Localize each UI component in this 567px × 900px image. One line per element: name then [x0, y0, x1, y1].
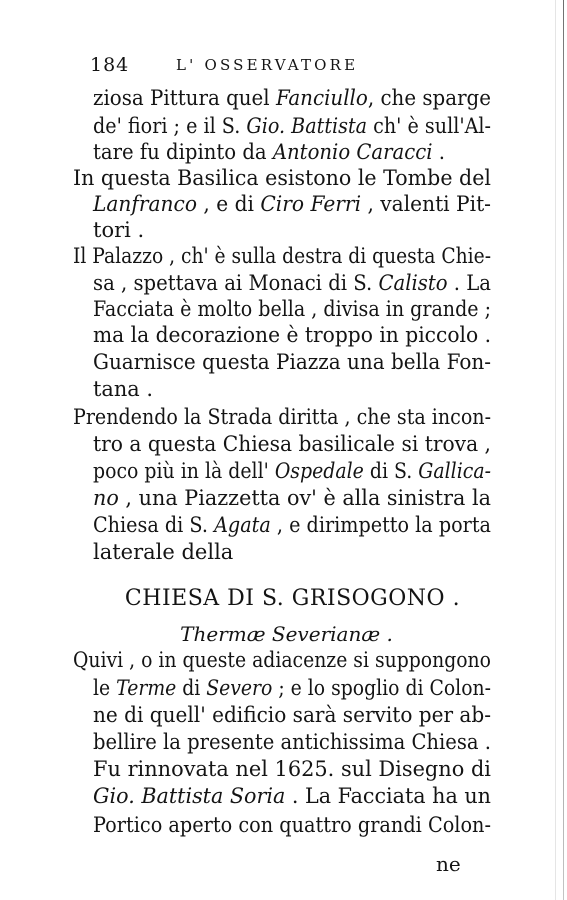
- italic-segment: Severo: [206, 676, 273, 700]
- italic-segment: Fanciullo: [275, 86, 368, 110]
- text-line: [93, 273, 519, 297]
- text-line: [93, 299, 532, 323]
- italic-segment: Terme: [116, 676, 177, 700]
- text-line: [93, 220, 144, 244]
- page-header: [90, 54, 470, 82]
- text-line: [93, 515, 529, 539]
- text-segment: sa , spettava ai Monaci di S.: [93, 271, 379, 295]
- text-segment: ch' è sull'Al-: [367, 114, 491, 138]
- text-line: [93, 815, 527, 839]
- text-line: [93, 116, 530, 140]
- text-line: [93, 379, 153, 403]
- text-segment: . La Facciata ha un: [285, 784, 492, 808]
- text-line: [93, 705, 510, 729]
- italic-segment: Antonio Caracci: [272, 140, 433, 164]
- page-number: 184: [90, 54, 130, 76]
- text-line: [93, 434, 507, 458]
- text-line: [73, 407, 534, 431]
- text-line: [93, 786, 497, 810]
- text-line: [93, 678, 537, 702]
- italic-segment: Gallica-: [418, 459, 492, 483]
- text-segment: Fu rinnovata nel 1625. sul Disegno di: [93, 757, 491, 781]
- italic-segment: Ciro Ferri: [260, 192, 362, 216]
- text-segment: , che sparge: [367, 86, 492, 110]
- text-segment: Chiesa di S.: [93, 513, 215, 537]
- section-subheading: Thermæ Severianæ .: [180, 622, 393, 646]
- text-line: [93, 325, 506, 349]
- catchword: ne: [436, 852, 461, 876]
- text-segment: , una Piazzetta ov' è alla sinistra la: [118, 486, 491, 510]
- text-segment: poco più in là dell': [93, 459, 275, 483]
- text-segment: . La: [447, 271, 492, 295]
- text-segment: ma la decorazione è troppo in piccolo .: [93, 323, 492, 347]
- text-segment: tana .: [93, 377, 153, 401]
- text-segment: de' fiori ; e il S.: [93, 114, 247, 138]
- text-line: [93, 142, 469, 166]
- text-segment: ; e lo spoglio di Colon-: [272, 676, 491, 700]
- text-line: [93, 542, 233, 566]
- text-segment: di: [176, 676, 207, 700]
- italic-segment: Gio. Battista: [246, 114, 368, 138]
- text-segment: tare fu dipinto da: [93, 140, 273, 164]
- text-line: [93, 194, 507, 218]
- text-line: [73, 246, 543, 270]
- text-segment: Portico aperto con quattro grandi Colon-: [93, 813, 491, 837]
- text-segment: , e di: [196, 192, 261, 216]
- italic-segment: Agata: [214, 513, 271, 537]
- text-segment: Facciata è molto bella , divisa in grande ;: [93, 297, 492, 321]
- text-line: [93, 732, 520, 756]
- section-heading: CHIESA DI S. GRISOGONO .: [124, 586, 461, 611]
- text-segment: Prendendo la Strada diritta , che sta incon-: [73, 405, 492, 429]
- text-segment: tori .: [93, 218, 145, 242]
- text-segment: .: [432, 140, 446, 164]
- italic-segment: Ospedale: [274, 459, 364, 483]
- text-line: [93, 488, 496, 512]
- text-line: [93, 352, 512, 376]
- text-segment: le: [93, 676, 117, 700]
- italic-segment: Gio. Battista Soria: [93, 784, 286, 808]
- text-segment: bellire la presente antichissima Chiesa .: [93, 730, 491, 754]
- italic-segment: Lanfranco: [93, 192, 197, 216]
- text-segment: , valenti Pit-: [361, 192, 492, 216]
- text-line: [93, 461, 535, 485]
- text-line: [73, 650, 540, 674]
- text-segment: Il Palazzo , ch' è sulla destra di questa Chie-: [73, 244, 492, 268]
- text-segment: Guarnisce questa Piazza una bella Fon-: [93, 350, 491, 374]
- text-line: [93, 88, 514, 112]
- text-segment: laterale della: [93, 540, 234, 564]
- italic-segment: no: [93, 486, 119, 510]
- running-head: L' OSSERVATORE: [176, 56, 359, 74]
- text-segment: ziosa Pittura quel: [93, 86, 276, 110]
- page-edge-shadow: [555, 0, 556, 900]
- text-line: [73, 168, 500, 192]
- text-segment: , e dirimpetto la porta: [270, 513, 491, 537]
- page-edge-line: [563, 0, 564, 900]
- italic-segment: Calisto: [378, 271, 448, 295]
- text-segment: tro a questa Chiesa basilicale si trova ,: [93, 432, 491, 456]
- text-segment: Quivi , o in queste adiacenze si suppongono: [73, 648, 491, 672]
- text-line: [93, 759, 493, 783]
- text-segment: di S.: [363, 459, 419, 483]
- text-segment: In questa Basilica esistono le Tombe del: [73, 166, 491, 190]
- text-segment: ne di quell' edificio sarà servito per ab-: [93, 703, 492, 727]
